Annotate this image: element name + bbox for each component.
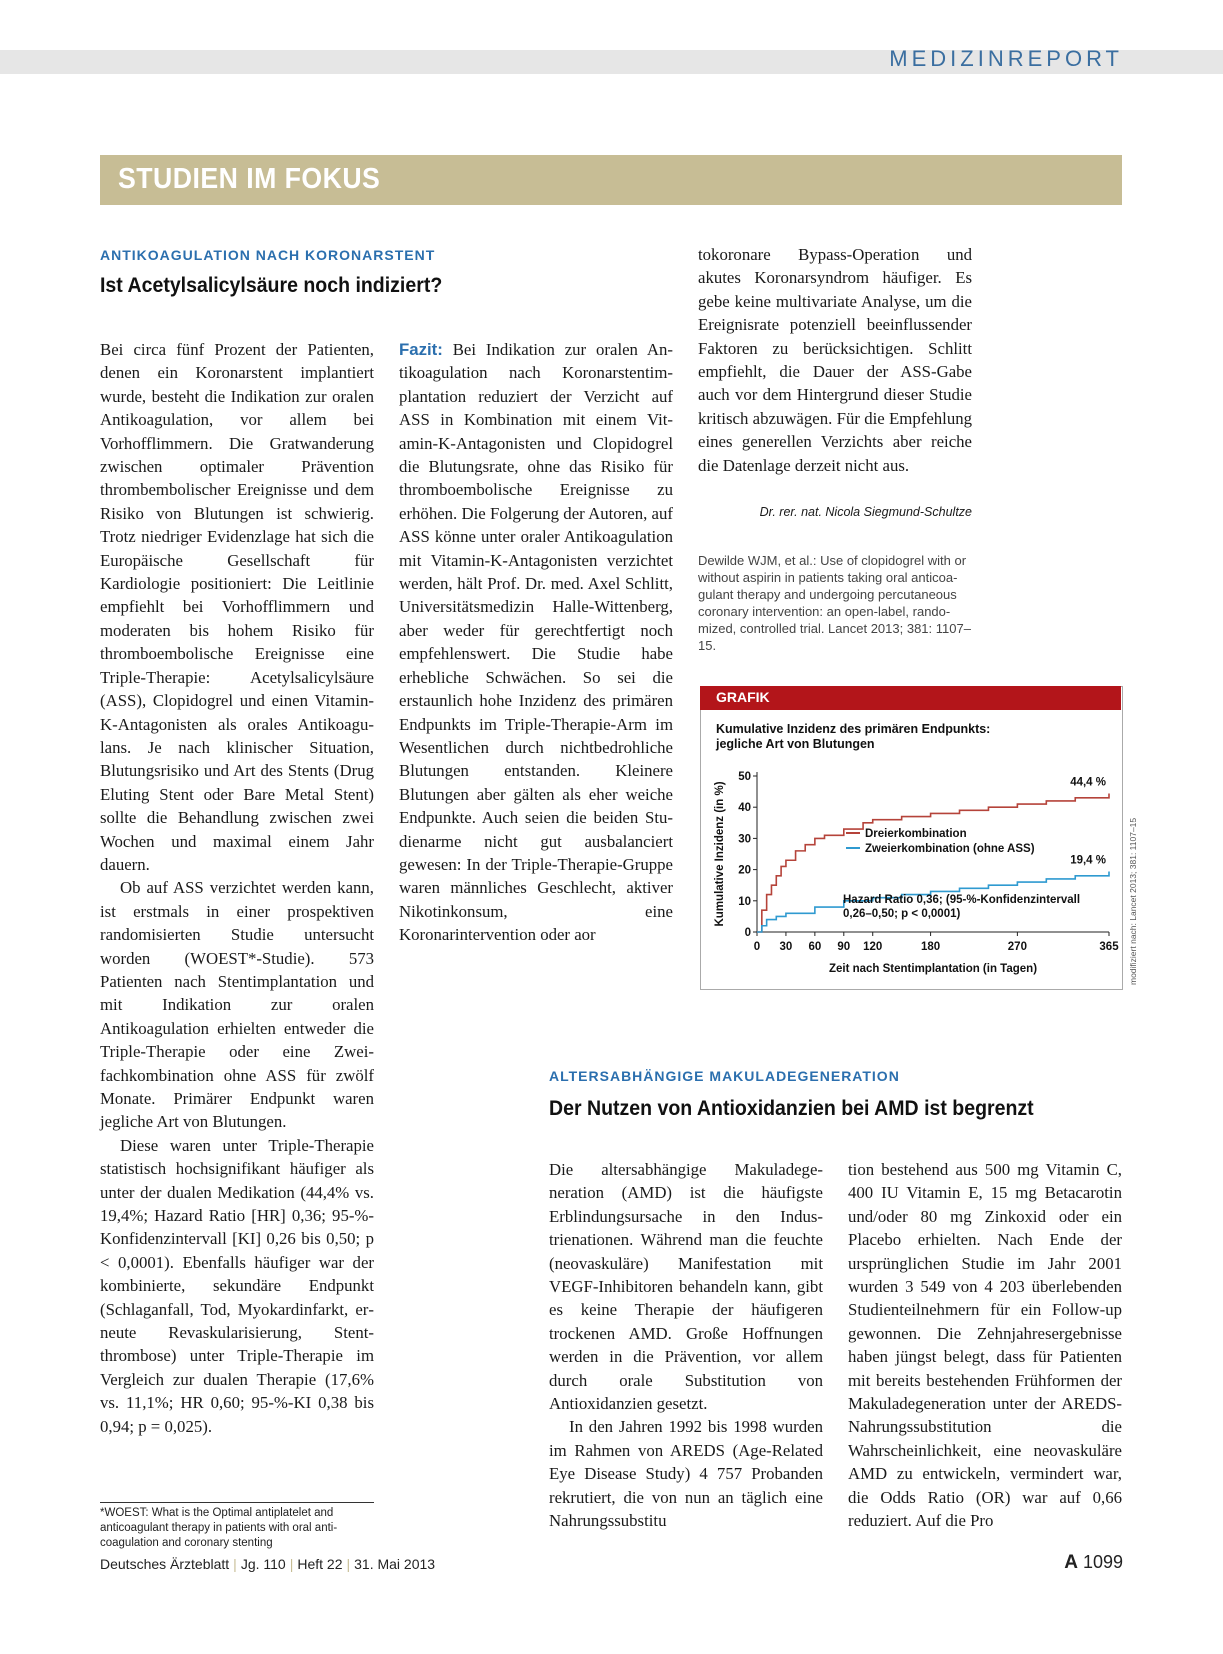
x-tick-label: 30 [779, 941, 793, 953]
legend-label: Zweierkombination (ohne ASS) [865, 843, 1035, 855]
article2-paragraph: In den Jahren 1992 bis 1998 wurden im Rahmen von AREDS (Age-Related Eye Disease Study) 4 757 Probanden rekrutiert, die von nun an täglich eine Nahrungssubstitu [549, 1417, 823, 1531]
x-tick-label: 0 [753, 941, 761, 953]
reference-citation: Dewilde WJM, et al.: Use of clopidogrel with or without aspirin in patients taking oral anticoagulant therapy and undergoing percutaneous coronary intervention: an open-label, randomized, controlled trial. Lancet 2013; 381: 1107–15. [698, 553, 971, 653]
y-tick-label: 40 [738, 802, 751, 815]
footer-date: 31. Mai 2013 [354, 1556, 436, 1572]
chart-annotation-line2: 0,26–0,50; p < 0,0001) [843, 908, 961, 920]
graphic-label: GRAFIK [716, 689, 770, 705]
graphic-header [700, 686, 1121, 710]
page-number-value: 1099 [1082, 1552, 1123, 1572]
article2-headline: Der Nutzen von Antioxidanzien bei AMD ist begrenzt [549, 1097, 1034, 1120]
article1-column-3 [698, 243, 972, 477]
article1-column-1 [100, 338, 374, 1438]
footer-volume: Jg. 110 [240, 1556, 286, 1572]
article1-column-2 [399, 338, 673, 947]
fazit-text: Bei Indikation zur oralen Antikoagulation nach Koronarstentimplantation reduziert der Verzicht auf ASS in Kombination mit einem Vitamin-K-Antagonisten und Clopidogrel die Blutungsrate, ohne das Risiko für thromboembolische Ereignisse zu erhöhen. Die Folgerung der Autoren, auf ASS könne unter oraler Antikoagulation mit Vitamin-K-Antagonisten verzichtet werden, hält Prof. Dr. med. Axel Schlitt, Universitätsmedizin Halle-Wittenberg, aber weder für gerechtfertigt noch empfehlenswert. Die Studie habe erhebliche Schwächen. So sei die erstaunlich hohe Inzidenz des primären Endpunkts im Triple-Therapie-Arm im Wesentlichen durch nichtbedrohliche Blutungen entstanden. Kleinere Blutungen aber gälten als eher weiche Endpunkte. Auch seien die beiden Studienarme nicht gut ausbalanciert gewesen: In der Triple-Therapie-Gruppe waren männliches Geschlecht, aktiver Nikotinkonsum, eine Koronarintervention oder aor [399, 340, 673, 945]
footnote: *WOEST: What is the Optimal antiplatelet and anticoagulant therapy in patients with oral anticoagulation and coronary stenting [100, 1507, 338, 1549]
graphic-title-line2: jegliche Art von Blutungen [716, 737, 875, 751]
x-tick-label: 270 [1007, 941, 1027, 953]
x-tick-label: 60 [808, 941, 822, 953]
y-tick-label: 10 [738, 895, 751, 908]
article1-paragraph: Bei circa fünf Prozent der Patienten, denen ein Koronarstent implantiert wurde, besteht die Indikation zur oralen Antikoagulation, vor allem bei Vorhofflimmern. Die Gratwanderung zwischen optimaler Prävention thrombembolischer Ereignisse und dem Risiko von Blutungen ist schwierig. Trotz niedriger Evidenzlage hat sich die Europäische Gesellschaft für Kardiologie positioniert: Die Leitlinie empfiehlt bei Vorhofflimmern und moderaten bis hohem Risiko für thromboembolische Ereignisse eine Triple-Therapie: Acetylsalicylsäure (ASS), Clopidogrel und einen Vitamin-K-Antagonisten als orales Antikoagulans. Je nach klinischer Situation, Blutungsrisiko und Art des Stents (Drug Eluting Stent oder Bare Metal Stent) sollte die Behandlung zwischen zwei Wochen und maximal einem Jahr dauern. [100, 340, 374, 874]
article1-kicker: ANTIKOAGULATION NACH KORONARSTENT [100, 247, 436, 263]
article2-paragraph: tion bestehend aus 500 mg Vitamin C, 400 IU Vitamin E, 15 mg Betacarotin und/oder 80 mg Zinkoxid oder ein Placebo erhielten. Nach Ende der ursprünglichen Studie im Jahr 2001 wurden 3 549 von 4 203 überlebenden Studienteilnehmern für ein Follow-up gewonnen. Die Zehnjahresergebnisse haben jüngst belegt, dass für Patienten mit bereits bestehenden Frühformen der Makuladegeneration unter der AREDS-Nahrungssubstitution die Wahrscheinlichkeit, eine neovaskuläre AMD zu entwickeln, vermindert war, die Odds Ratio (OR) war auf 0,66 reduziert. Auf die Pro [848, 1160, 1122, 1531]
y-tick-label: 50 [738, 771, 751, 783]
footnote-rule [100, 1502, 374, 1503]
page-prefix: A [1064, 1552, 1078, 1573]
footer-journal: Deutsches Ärzteblatt [100, 1556, 230, 1572]
article1-paragraph: Diese waren unter Triple-Therapie statistisch hochsignifikant häufiger als unter der dualen Medikation (44,4% vs. 19,4%; Hazard Ratio [HR] 0,36; 95-%-Konfidenzintervall [KI] 0,26 bis 0,50; p < 0,0001). Ebenfalls häufiger war der kombinierte, sekundäre Endpunkt (Schlaganfall, Tod, Myokardinfarkt, erneute Revaskularisierung, Stentthrombose) unter Triple-Therapie im Vergleich zur dualen Therapie (17,6% vs. 11,1%; HR 0,60; 95-%-KI 0,38 bis 0,94; p = 0,025). [100, 1135, 374, 1436]
page-footer: Deutsches Ärzteblatt | Jg. 110 | Heft 22 | 31. Mai 2013 [100, 1556, 436, 1572]
x-tick-label: 180 [920, 941, 941, 953]
x-tick-label: 365 [1099, 941, 1119, 953]
author-name: Dr. rer. nat. Nicola Siegmund-Schultze [759, 505, 972, 519]
y-tick-label: 0 [744, 927, 751, 939]
footer-issue: Heft 22 [297, 1556, 343, 1572]
article1-paragraph: tokoronare Bypass-Operation und akutes Koronarsyndrom häufiger. Es gebe keine multivariate Analyse, um die Ereignisrate potenziell beeinflussender Faktoren zu berücksichtigen. Schlitt empfiehlt, die Dauer der ASS-Gabe auch vor dem Hintergrund dieser Studie kritisch abzuwägen. Für die Empfehlung eines generellen Verzichts aber reiche die Datenlage derzeit nicht aus. [698, 245, 972, 475]
article2-column-1 [549, 1158, 823, 1533]
banner-title: STUDIEN IM FOKUS [118, 163, 381, 195]
incidence-chart [700, 760, 1121, 985]
graphic-title [716, 722, 990, 752]
fazit-label: Fazit: [399, 340, 443, 359]
series-end-label: 19,4 % [1070, 854, 1106, 867]
y-tick-label: 30 [738, 833, 751, 846]
section-banner [100, 155, 1122, 205]
page-number [1064, 1552, 1123, 1574]
article2-paragraph: Die altersabhängige Makuladegeneration (AMD) ist die häufigste Erblindungsursache in den Industrienationen. Während man die feuchte (neovaskuläre) Manifestation mit VEGF-Inhibitoren behandeln kann, gibt es keine Therapie der häufigeren trockenen AMD. Große Hoffnungen werden in die Prävention, vor allem durch orale Substitution von Antioxidanzien gesetzt. [549, 1160, 823, 1414]
article2-kicker: ALTERSABHÄNGIGE MAKULADEGENERATION [549, 1068, 900, 1084]
chart-annotation-line1: Hazard Ratio 0,36; (95-%-Konfidenzintervall [843, 894, 1081, 906]
series-end-label: 44,4 % [1070, 776, 1106, 789]
article2-column-2 [848, 1158, 1122, 1533]
y-axis-label: Kumulative Inzidenz (in %) [714, 781, 726, 927]
legend-label: Dreierkombination [865, 828, 967, 840]
article1-paragraph: Ob auf ASS verzichtet werden kann, ist erstmals in einer prospektiven randomisierten Studie untersucht worden (WOEST*-Studie). 573 Patienten nach Stentimplantation und mit Indikation zur oralen Antikoagulation erhielten entweder die Triple-Therapie oder eine Zweifachkombination ohne ASS für zwölf Monate. Primärer Endpunkt waren jegliche Art von Blutungen. [100, 878, 374, 1132]
graphic-title-line1: Kumulative Inzidenz des primären Endpunkts: [716, 722, 991, 736]
x-tick-label: 90 [837, 941, 851, 953]
x-tick-label: 120 [863, 941, 883, 953]
article1-headline: Ist Acetylsalicylsäure noch indiziert? [100, 274, 443, 297]
y-tick-label: 20 [738, 864, 751, 877]
graphic-credit: modifiziert nach: Lancet 2013; 381: 1107–15 [1128, 817, 1138, 985]
x-axis-label: Zeit nach Stentimplantation (in Tagen) [828, 963, 1038, 975]
section-label: MEDIZINREPORT [889, 46, 1123, 71]
